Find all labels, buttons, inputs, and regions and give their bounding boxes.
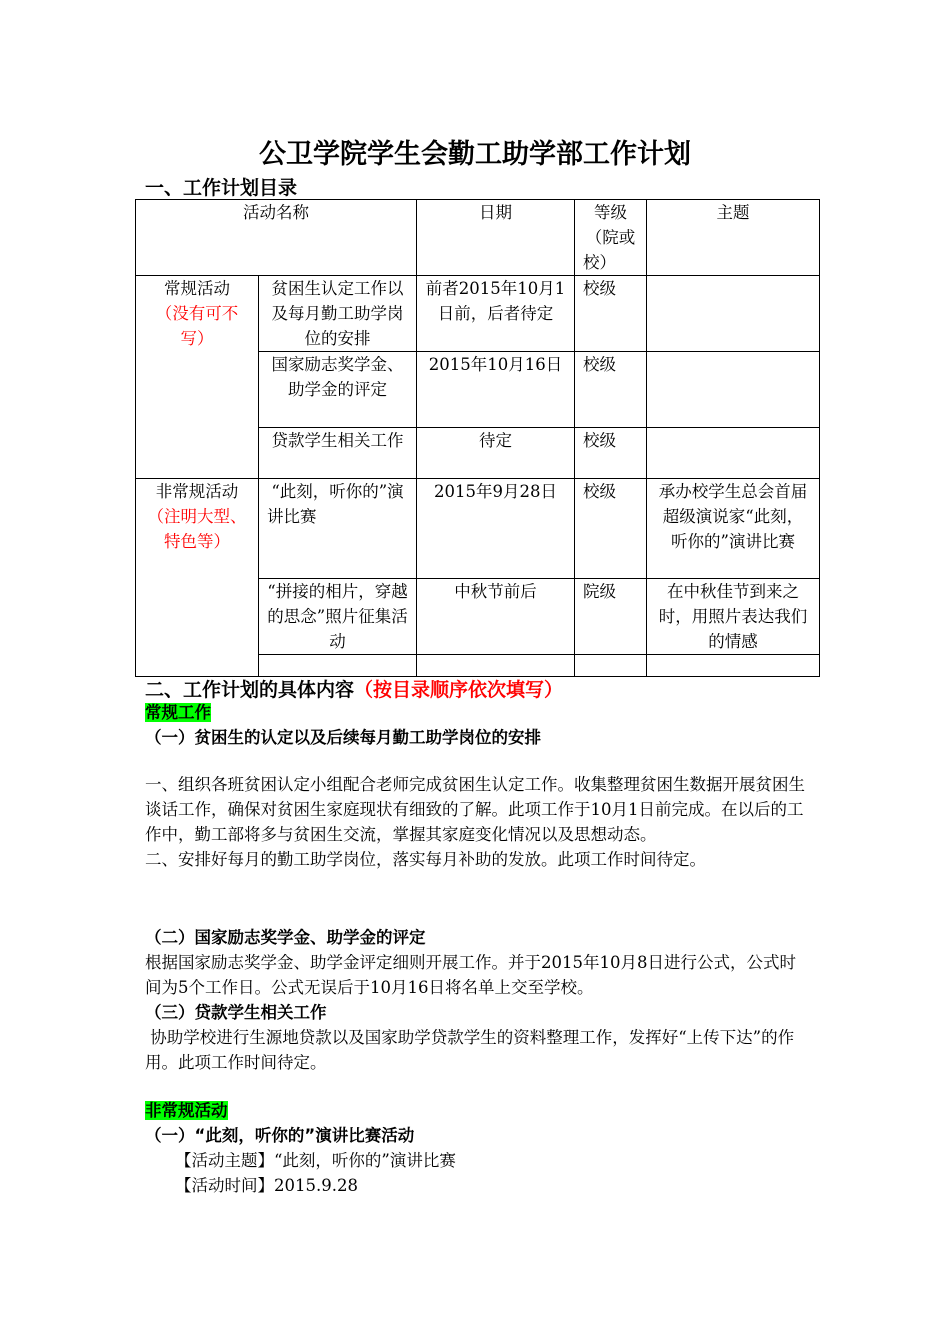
- activity-name: 贷款学生相关工作: [259, 428, 417, 479]
- irregular-work-label: 非常规活动: [145, 1101, 228, 1120]
- activity-date: [417, 655, 575, 677]
- table-row: [136, 479, 820, 579]
- plan-table: [135, 199, 820, 677]
- activity-level: 校级: [575, 428, 647, 479]
- regular-item2-section: [145, 925, 810, 1075]
- regular-item2-title: （二）国家励志奖学金、助学金的评定: [145, 928, 426, 947]
- activity-name: [259, 655, 417, 677]
- header-name: 活动名称: [136, 200, 417, 276]
- activity-date: 待定: [417, 428, 575, 479]
- page-title: 公卫学院学生会勤工助学部工作计划: [259, 139, 691, 170]
- table-header-row: [136, 200, 820, 276]
- regular-work-label: 常规工作: [145, 703, 211, 722]
- time-value: 2015.9.28: [274, 1176, 358, 1195]
- activity-theme-line: [145, 1148, 810, 1173]
- irregular-category: [136, 479, 259, 677]
- regular-item3-title: （三）贷款学生相关工作: [145, 1003, 327, 1022]
- activity-name: 贫困生认定工作以及每月勤工助学岗位的安排: [259, 276, 417, 352]
- activity-theme: [647, 655, 820, 677]
- activity-level: 校级: [575, 479, 647, 579]
- activity-name: “拼接的相片，穿越的思念”照片征集活动: [259, 579, 417, 655]
- time-label: 【活动时间】: [175, 1176, 274, 1195]
- regular-item2-p1: 根据国家励志奖学金、助学金评定细则开展工作。并于2015年10月8日进行公式，公式时间为5个工作日。公式无误后于10月16日将名单上交至学校。: [145, 953, 796, 997]
- activity-date: 前者2015年10月1日前，后者待定: [417, 276, 575, 352]
- theme-label: 【活动主题】: [175, 1151, 274, 1170]
- irregular-note: （注明大型、特色等）: [147, 507, 247, 551]
- regular-item1-title: （一）贫困生的认定以及后续每月勤工助学岗位的安排: [145, 728, 541, 747]
- activity-theme: [647, 428, 820, 479]
- activity-theme: [647, 276, 820, 352]
- header-theme: 主题: [647, 200, 820, 276]
- activity-date: 2015年9月28日: [417, 479, 575, 579]
- regular-work-section: [145, 700, 810, 872]
- regular-item3-p1: 协助学校进行生源地贷款以及国家助学贷款学生的资料整理工作，发挥好“上传下达”的作用。此项工作时间待定。: [145, 1028, 795, 1072]
- activity-name: “此刻，听你的”演讲比赛: [259, 479, 417, 579]
- section2-title: 二、工作计划的具体内容: [145, 679, 355, 701]
- section2-heading: [145, 675, 563, 702]
- activity-level: 校级: [575, 276, 647, 352]
- section1-heading: 一、工作计划目录: [145, 177, 298, 199]
- table-row: [136, 276, 820, 352]
- activity-theme: [647, 352, 820, 428]
- activity-level: 校级: [575, 352, 647, 428]
- regular-category: [136, 276, 259, 479]
- activity-date: 2015年10月16日: [417, 352, 575, 428]
- activity-theme: 承办校学生总会首届超级演说家“此刻，听你的”演讲比赛: [647, 479, 820, 579]
- activity-theme: 在中秋佳节到来之时，用照片表达我们的情感: [647, 579, 820, 655]
- section2-note: （按目录顺序依次填写）: [354, 679, 564, 701]
- irregular-label: 非常规活动: [155, 482, 239, 501]
- irregular-item1-title: （一）“此刻，听你的”演讲比赛活动: [145, 1126, 415, 1145]
- activity-level: 院级: [575, 579, 647, 655]
- activity-name: 国家励志奖学金、助学金的评定: [259, 352, 417, 428]
- activity-level: [575, 655, 647, 677]
- header-date: 日期: [417, 200, 575, 276]
- header-level: 等级（院或校）: [575, 200, 647, 276]
- regular-label: 常规活动: [164, 279, 230, 298]
- regular-item1-p1: 一、组织各班贫困认定小组配合老师完成贫困生认定工作。收集整理贫困生数据开展贫困生谈话工作，确保对贫困生家庭现状有细致的了解。此项工作于10月1日前完成。在以后的工作中，勤工部将多与贫困生交流，掌握其家庭变化情况以及思想动态。: [145, 775, 805, 844]
- activity-time-line: [145, 1173, 810, 1198]
- regular-item1-p2: 二、安排好每月的勤工助学岗位，落实每月补助的发放。此项工作时间待定。: [145, 850, 706, 869]
- irregular-work-section: [145, 1098, 810, 1198]
- activity-date: 中秋节前后: [417, 579, 575, 655]
- regular-note: （没有可不写）: [155, 304, 239, 348]
- theme-value: “此刻，听你的”演讲比赛: [274, 1151, 456, 1170]
